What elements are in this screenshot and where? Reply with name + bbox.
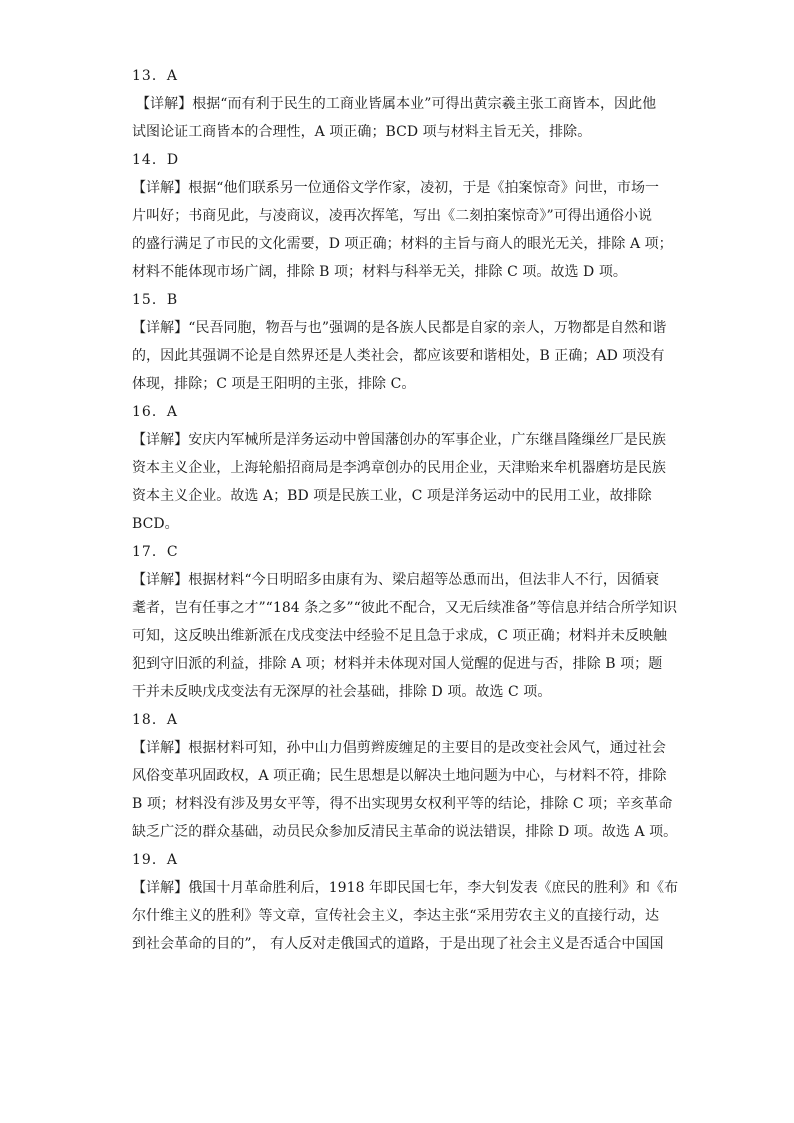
explanation-line: 片叫好；书商见此，与凌商议，凌再次挥笔，写出《二刻拍案惊奇》”可得出通俗小说 [132,208,653,224]
explanation-line: 试图论证工商皆本的合理性，A 项正确；BCD 项与材料主旨无关，排除。 [132,124,592,140]
explanation-line: 的盛行满足了市民的文化需要，D 项正确；材料的主旨与商人的眼光无关，排除 A 项； [132,236,673,252]
question-number: 16．A [132,404,178,420]
explanation-line: BCD。 [132,516,179,532]
explanation-line: 【详解】俄国十月革命胜利后，1918 年即民国七年，李大钊发表《庶民的胜利》和《布 [132,880,679,896]
explanation-line: 耄者，岂有任事之才”“184 条之多”“彼此不配合，又无后续准备”等信息并结合所学知识 [132,600,678,616]
explanation-line: 【详解】根据“他们联系另一位通俗文学作家，凌初，于是《拍案惊奇》问世，市场一 [132,180,660,196]
explanation-line: 尔什维主义的胜利》等文章，宣传社会主义，李达主张“采用劳农主义的直接行动，达 [132,908,660,924]
question-number: 13．A [132,68,178,84]
question-number: 19．A [132,852,178,868]
explanation-line: 【详解】安庆内军械所是洋务运动中曾国藩创办的军事企业，广东继昌隆缫丝厂是民族 [132,432,666,448]
explanation-line: 风俗变革巩固政权，A 项正确；民生思想是以解决土地问题为中心，与材料不符，排除 [132,768,667,784]
question-number: 17．C [132,544,179,560]
explanation-line: 【详解】根据“而有利于民生的工商业皆属本业”可得出黄宗羲主张工商皆本，因此他 [136,96,657,112]
answer-item [132,286,667,398]
answer-explanations [132,62,679,958]
answer-item [132,846,679,958]
question-number: 18．A [132,712,178,728]
explanation-line: 【详解】根据材料可知，孙中山力倡剪辫废缠足的主要目的是改变社会风气，通过社会 [132,740,666,756]
answer-item [132,706,678,846]
explanation-line: 材料不能体现市场广阔，排除 B 项；材料与科举无关，排除 C 项。故选 D 项。 [132,264,627,280]
answer-item [132,398,666,538]
explanation-line: 到社会革命的目的”， 有人反对走俄国式的道路，于是出现了社会主义是否适合中国国 [132,936,664,952]
answer-item [132,146,673,286]
question-number: 15．B [132,292,179,308]
explanation-line: 犯到守旧派的利益，排除 A 项；材料并未体现对国人觉醒的促进与否，排除 B 项；题 [132,656,663,672]
explanation-line: 【详解】根据材料“今日明昭多由康有为、梁启超等怂恿而出，但法非人不行，因循衰 [132,572,660,588]
explanation-line: B 项；材料没有涉及男女平等，得不出实现男女权利平等的结论，排除 C 项；辛亥革命 [132,796,673,812]
explanation-line: 缺乏广泛的群众基础，动员民众参加反清民主革命的说法错误，排除 D 项。故选 A 项。 [132,824,678,840]
explanation-line: 资本主义企业。故选 A；BD 项是民族工业，C 项是洋务运动中的民用工业，故排除 [132,488,652,504]
explanation-line: 资本主义企业，上海轮船招商局是李鸿章创办的民用企业，天津贻来牟机器磨坊是民族 [132,460,666,476]
explanation-line: 干并未反映戊戌变法有无深厚的社会基础，排除 D 项。故选 C 项。 [132,684,552,700]
explanation-line: 体现，排除；C 项是王阳明的主张，排除 C。 [132,376,416,392]
explanation-line: 【详解】“民吾同胞，物吾与也”强调的是各族人民都是自家的亲人，万物都是自然和谐 [132,320,667,336]
answer-item [132,538,678,706]
question-number: 14．D [132,152,180,168]
answer-item [132,62,662,146]
explanation-line: 可知，这反映出维新派在戊戌变法中经验不足且急于求成，C 项正确；材料并未反映触 [132,628,668,644]
explanation-line: 的，因此其强调不论是自然界还是人类社会，都应该要和谐相处，B 正确；AD 项没有 [132,348,665,364]
